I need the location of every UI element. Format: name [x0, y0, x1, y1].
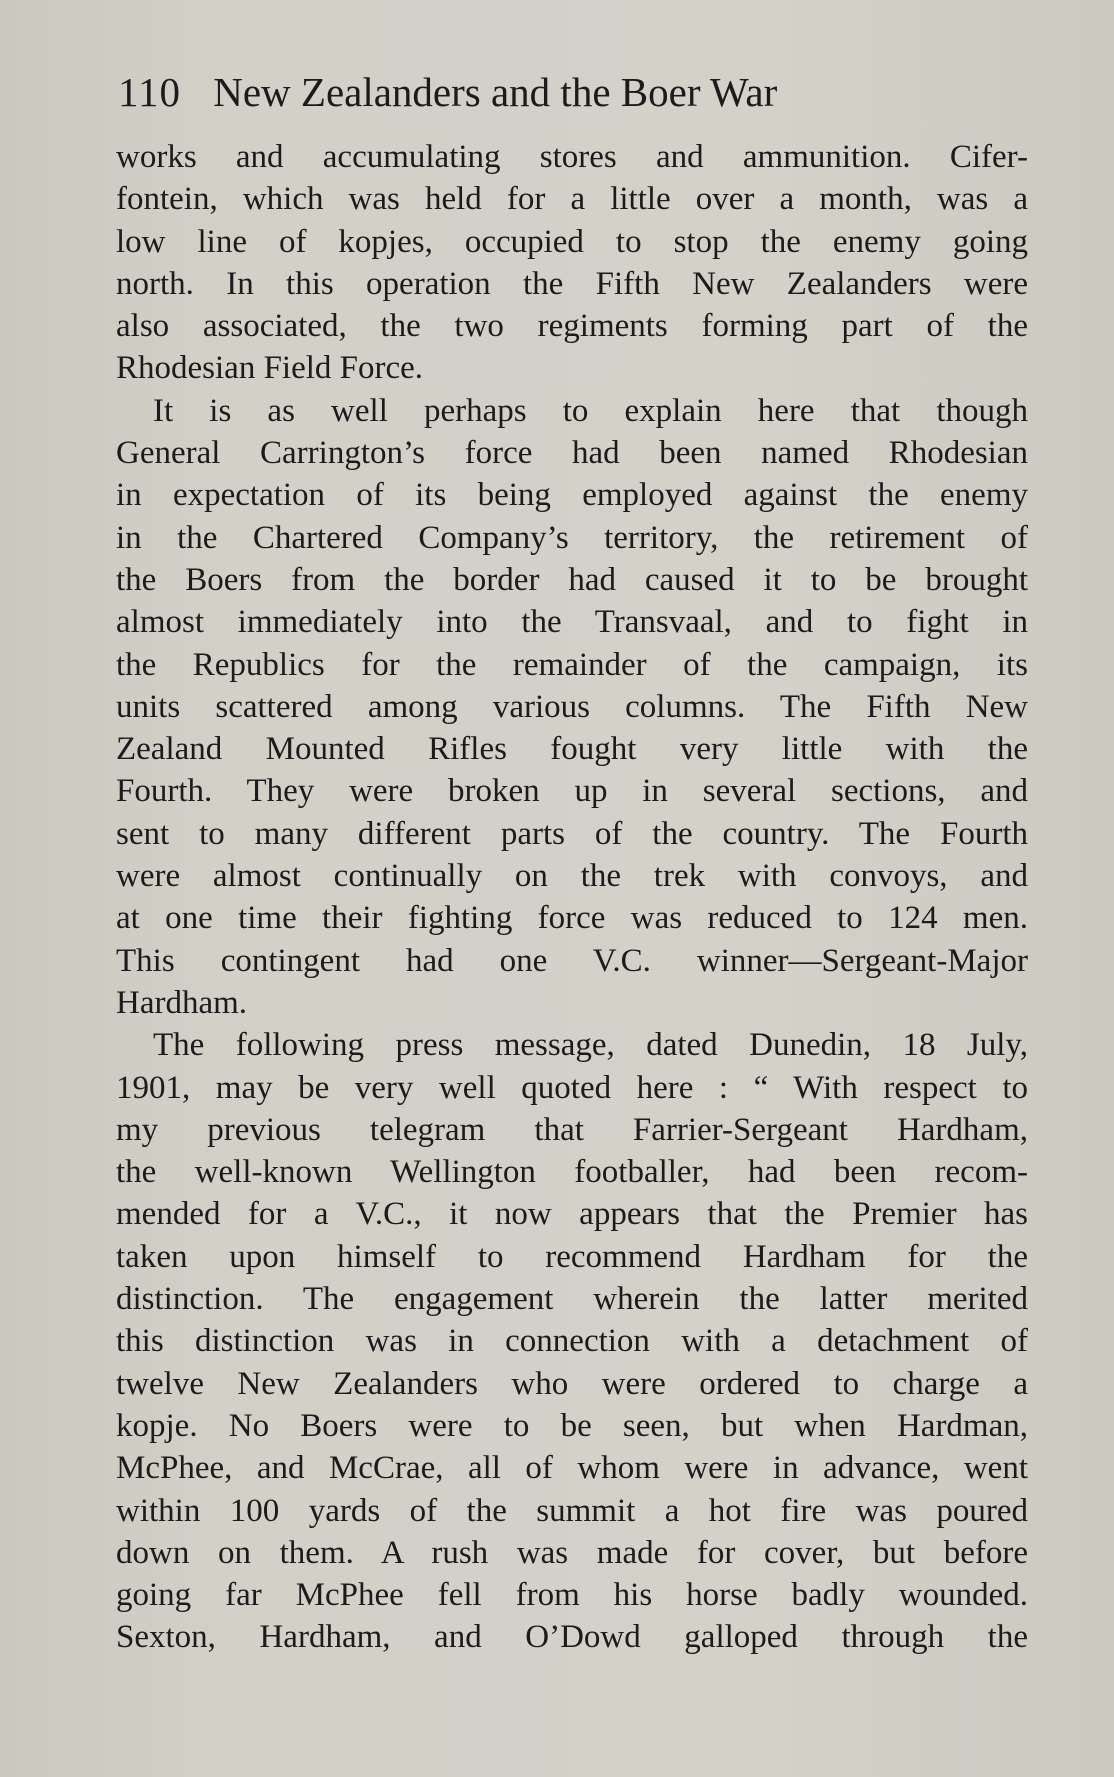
text-line: units scattered among various columns. The Fifth New — [116, 688, 1028, 725]
text-line: 1901, may be very well quoted here : “ With respect to — [116, 1069, 1028, 1106]
text-line: going far McPhee fell from his horse badly wounded. — [116, 1577, 1028, 1614]
text-line: were almost continually on the trek with convoys, and — [116, 858, 1028, 895]
text-line: sent to many different parts of the country. The Fourth — [116, 815, 1028, 852]
text-line: fontein, which was held for a little over a month, was a — [116, 181, 1028, 218]
text-line: at one time their fighting force was reduced to 124 men. — [116, 900, 1028, 937]
body-text — [116, 136, 1028, 1659]
text-line: in the Chartered Company’s territory, the retirement of — [116, 519, 1028, 556]
text-line: This contingent had one V.C. winner—Sergeant-Major — [116, 942, 1028, 979]
page-number: 110 — [118, 69, 181, 115]
text-line: low line of kopjes, occupied to stop the enemy going — [116, 223, 1028, 260]
text-line: kopje. No Boers were to be seen, but when Hardman, — [116, 1407, 1028, 1444]
text-line: twelve New Zealanders who were ordered to charge a — [116, 1365, 1028, 1402]
text-line: Rhodesian Field Force. — [116, 350, 424, 387]
text-line: distinction. The engagement wherein the latter merited — [116, 1281, 1028, 1318]
text-line: taken upon himself to recommend Hardham for the — [116, 1238, 1028, 1275]
running-title: New Zealanders and the Boer War — [213, 69, 778, 115]
text-line: north. In this operation the Fifth New Zealanders were — [116, 265, 1028, 302]
text-line: my previous telegram that Farrier-Sergeant Hardham, — [116, 1111, 1028, 1148]
text-line: this distinction was in connection with a detachment of — [116, 1323, 1028, 1360]
text-line: mended for a V.C., it now appears that the Premier has — [116, 1196, 1028, 1233]
text-line: Zealand Mounted Rifles fought very little with the — [116, 731, 1028, 768]
text-line: the well-known Wellington footballer, had been recom- — [116, 1154, 1028, 1191]
text-line: the Boers from the border had caused it to be brought — [116, 561, 1028, 598]
text-line: within 100 yards of the summit a hot fire was poured — [116, 1492, 1028, 1529]
text-line: in expectation of its being employed against the enemy — [116, 477, 1028, 514]
text-line: works and accumulating stores and ammunition. Cifer- — [116, 139, 1028, 175]
paragraph-start-line: The following press message, dated Dunedin, 18 July, — [153, 1027, 1028, 1064]
text-line: General Carrington’s force had been named Rhodesian — [116, 435, 1028, 472]
page-header — [118, 66, 980, 118]
text-line: down on them. A rush was made for cover, but before — [116, 1534, 1028, 1571]
text-line: almost immediately into the Transvaal, and to fight in — [116, 604, 1028, 641]
text-line: Fourth. They were broken up in several sections, and — [116, 773, 1028, 810]
text-line: Hardham. — [116, 984, 248, 1021]
paragraph-start-line: It is as well perhaps to explain here that though — [153, 392, 1028, 429]
text-line: McPhee, and McCrae, all of whom were in advance, went — [116, 1450, 1028, 1487]
text-line: Sexton, Hardham, and O’Dowd galloped through the — [116, 1619, 1028, 1656]
text-line: the Republics for the remainder of the campaign, its — [116, 646, 1028, 683]
text-line: also associated, the two regiments forming part of the — [116, 308, 1028, 345]
